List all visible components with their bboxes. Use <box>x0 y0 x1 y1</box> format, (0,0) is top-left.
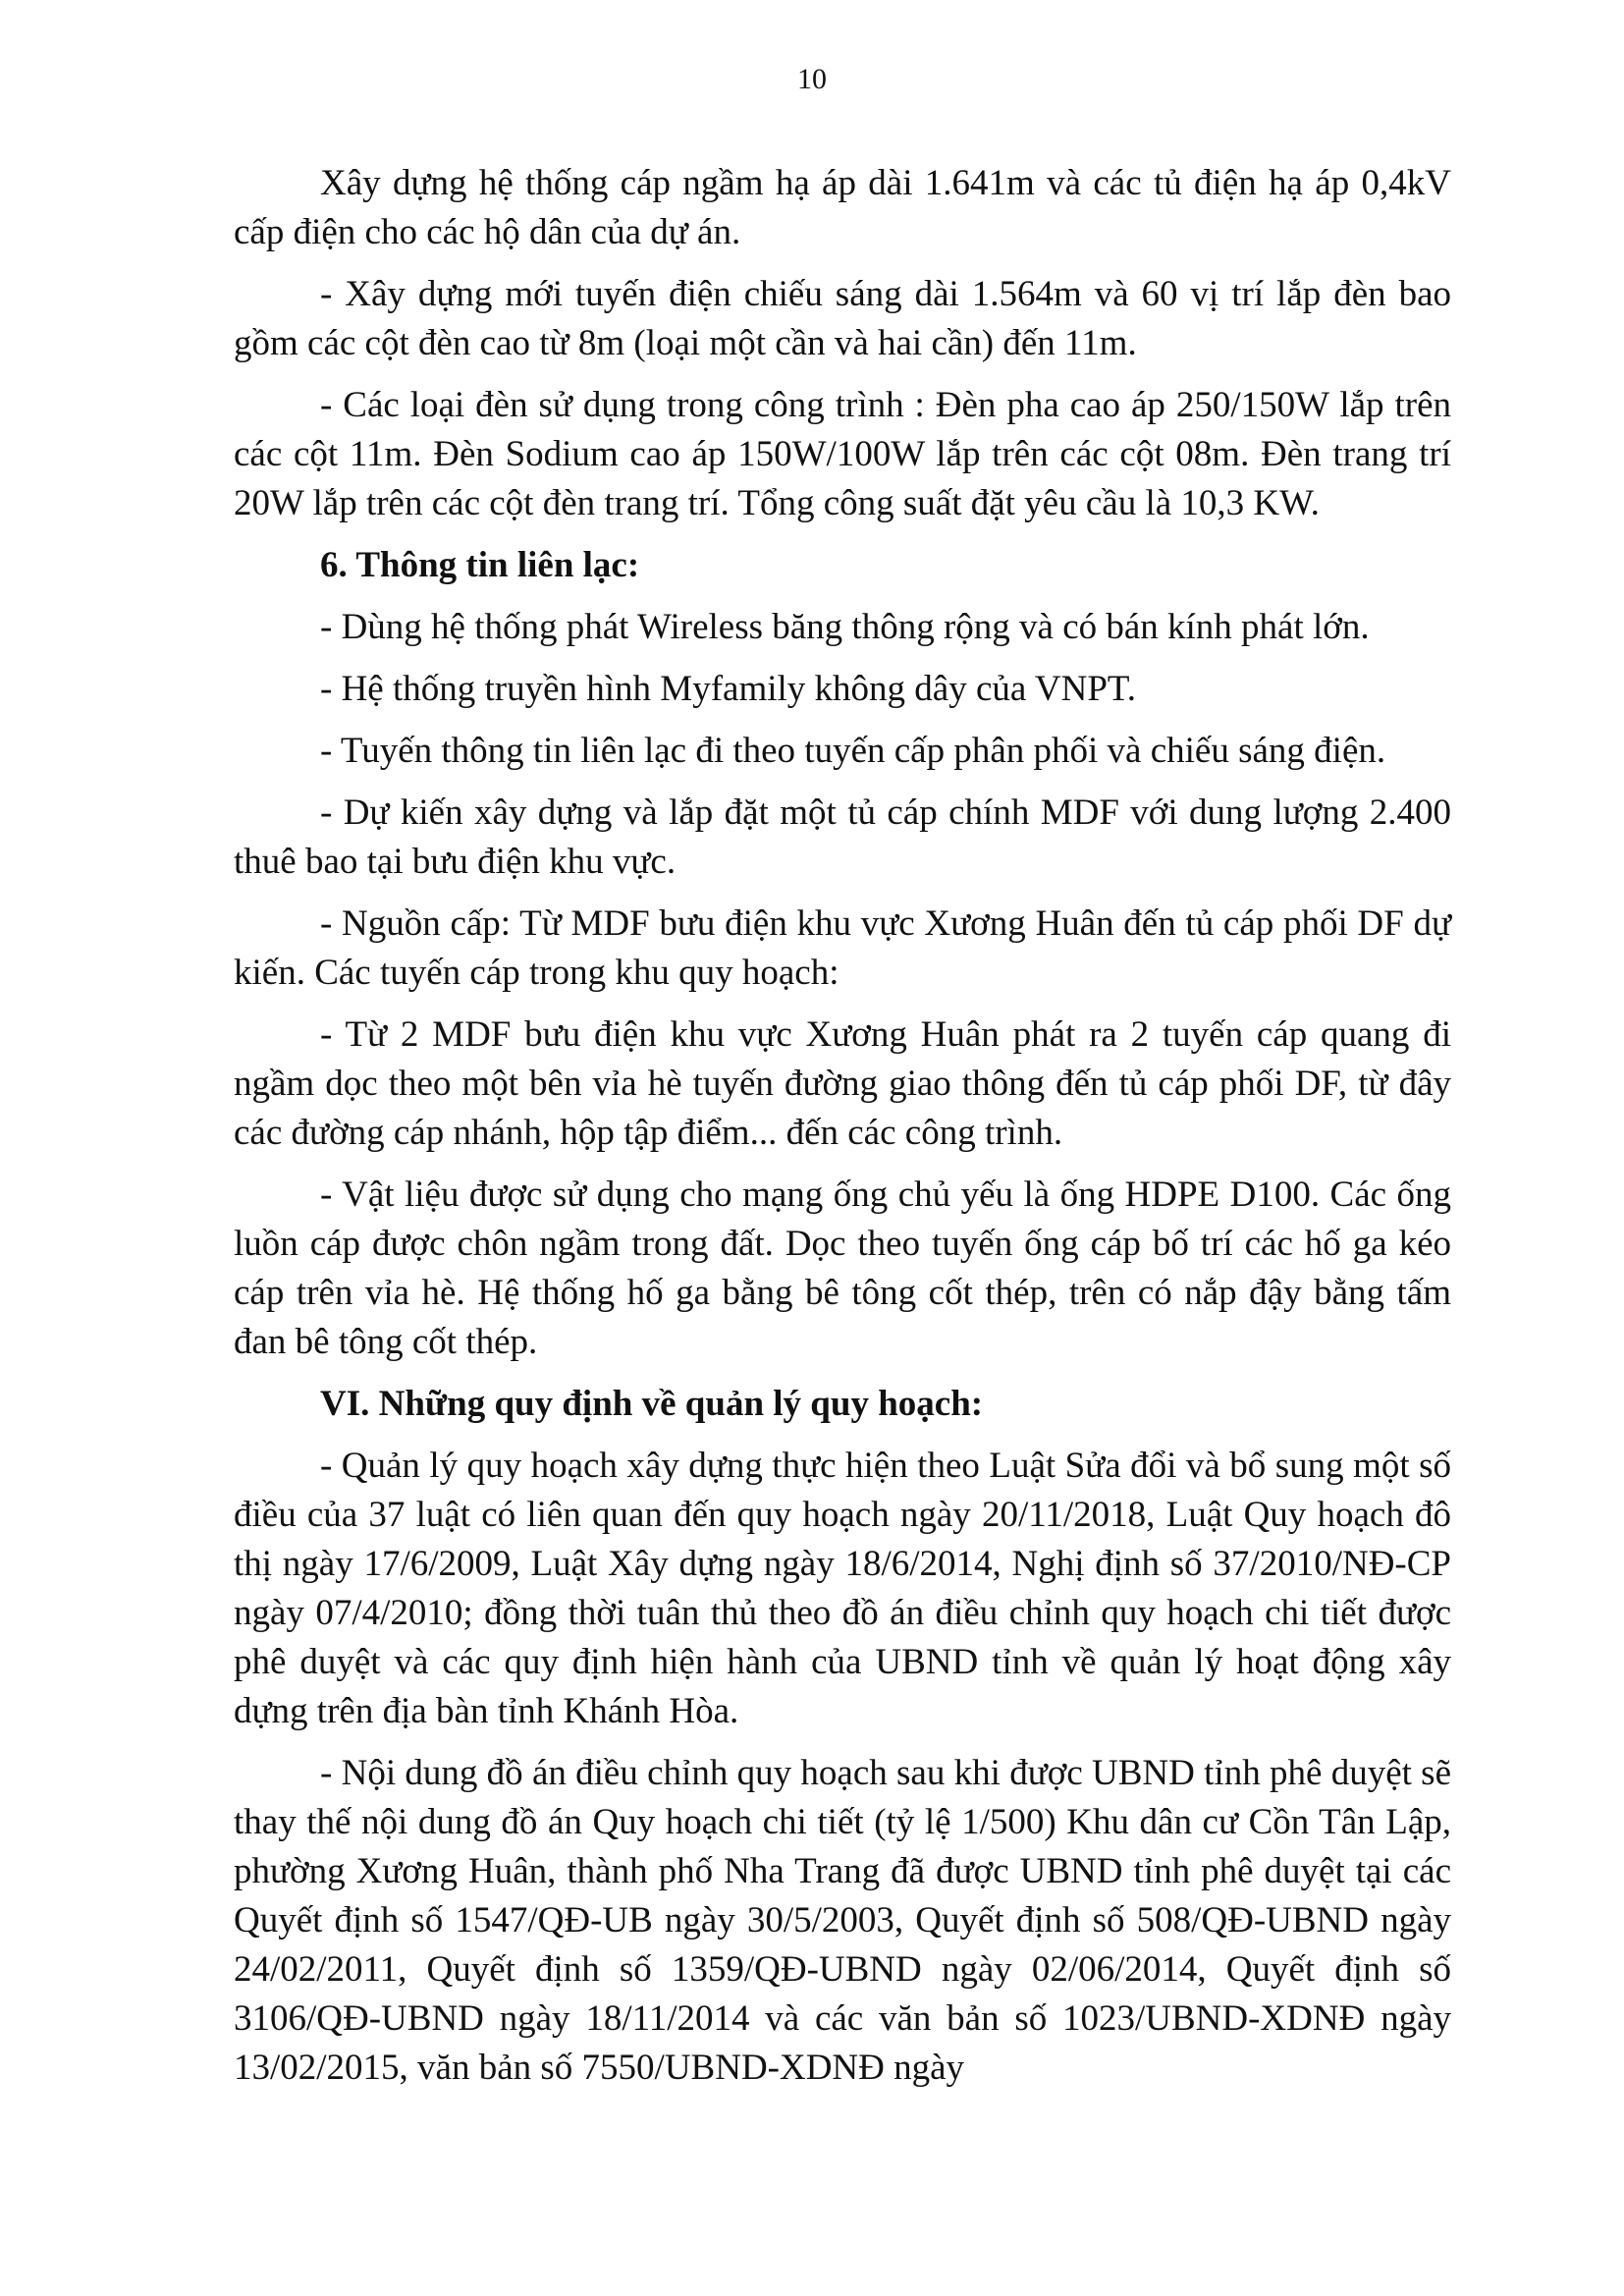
paragraph-lamp-types: - Các loại đèn sử dụng trong công trình : Đèn pha cao áp 250/150W lắp trên các cột 11m. Đèn Sodium cao áp 150W/100W lắp trên các cột 08m. Đèn trang trí 20W lắp trên các cột đèn trang trí. Tổng công suất đặt yêu cầu là 10,3 KW. <box>234 385 1451 523</box>
paragraph-mdf-cabinet: - Dự kiến xây dựng và lắp đặt một tủ cáp chính MDF với dung lượng 2.400 thuê bao tại bưu điện khu vực. <box>234 793 1451 882</box>
document-body <box>234 159 1451 2093</box>
page-number: 10 <box>797 63 827 95</box>
paragraph-materials: - Vật liệu được sử dụng cho mạng ống chủ yếu là ống HDPE D100. Các ống luồn cáp được chôn ngầm trong đất. Dọc theo tuyến ống cáp bố trí các hố ga kéo cáp trên vỉa hè. Hệ thống hố ga bằng bê tông cốt thép, trên có nắp đậy bằng tấm đan bê tông cốt thép. <box>234 1175 1451 1362</box>
paragraph-lighting-line: - Xây dựng mới tuyến điện chiếu sáng dài 1.564m và 60 vị trí lắp đèn bao gồm các cột đèn cao từ 8m (loại một cần và hai cần) đến 11m. <box>234 274 1451 363</box>
paragraph-replacement: - Nội dung đồ án điều chỉnh quy hoạch sau khi được UBND tỉnh phê duyệt sẽ thay thế nội dung đồ án Quy hoạch chi tiết (tỷ lệ 1/500) Khu dân cư Cồn Tân Lập, phường Xương Huân, thành phố Nha Trang đã được UBND tỉnh phê duyệt tại các Quyết định số 1547/QĐ-UB ngày 30/5/2003, Quyết định số 508/QĐ-UBND ngày 24/02/2011, Quyết định số 1359/QĐ-UBND ngày 02/06/2014, Quyết định số 3106/QĐ-UBND ngày 18/11/2014 và các văn bản số 1023/UBND-XDNĐ ngày 13/02/2015, văn bản số 7550/UBND-XDNĐ ngày <box>234 1753 1451 2088</box>
paragraph-myfamily: - Hệ thống truyền hình Myfamily không dây của VNPT. <box>320 669 1137 709</box>
section-heading-communications: 6. Thông tin liên lạc: <box>320 545 640 585</box>
paragraph-comm-route: - Tuyến thông tin liên lạc đi theo tuyến cấp phân phối và chiếu sáng điện. <box>320 731 1386 771</box>
paragraph-planning-management: - Quản lý quy hoạch xây dựng thực hiện theo Luật Sửa đổi và bổ sung một số điều của 37 luật có liên quan đến quy hoạch ngày 20/11/2018, Luật Quy hoạch đô thị ngày 17/6/2009, Luật Xây dựng ngày 18/6/2014, Nghị định số 37/2010/NĐ-CP ngày 07/4/2010; đồng thời tuân thủ theo đồ án điều chỉnh quy hoạch chi tiết được phê duyệt và các quy định hiện hành của UBND tỉnh về quản lý hoạt động xây dựng trên địa bàn tỉnh Khánh Hòa. <box>234 1446 1451 1731</box>
paragraph-power-source: - Nguồn cấp: Từ MDF bưu điện khu vực Xương Huân đến tủ cáp phối DF dự kiến. Các tuyến cáp trong khu quy hoạch: <box>234 903 1451 993</box>
paragraph-underground-cable: Xây dựng hệ thống cáp ngầm hạ áp dài 1.641m và các tủ điện hạ áp 0,4kV cấp điện cho các hộ dân của dự án. <box>234 163 1451 252</box>
paragraph-wireless: - Dùng hệ thống phát Wireless băng thông rộng và có bán kính phát lớn. <box>320 607 1370 647</box>
paragraph-fiber-routes: - Từ 2 MDF bưu điện khu vực Xương Huân phát ra 2 tuyến cáp quang đi ngầm dọc theo một bên vỉa hè tuyến đường giao thông đến tủ cáp phối DF, từ đây các đường cáp nhánh, hộp tập điểm... đến các công trình. <box>234 1014 1451 1153</box>
section-heading-planning-regulations: VI. Những quy định về quản lý quy hoạch: <box>320 1384 984 1424</box>
